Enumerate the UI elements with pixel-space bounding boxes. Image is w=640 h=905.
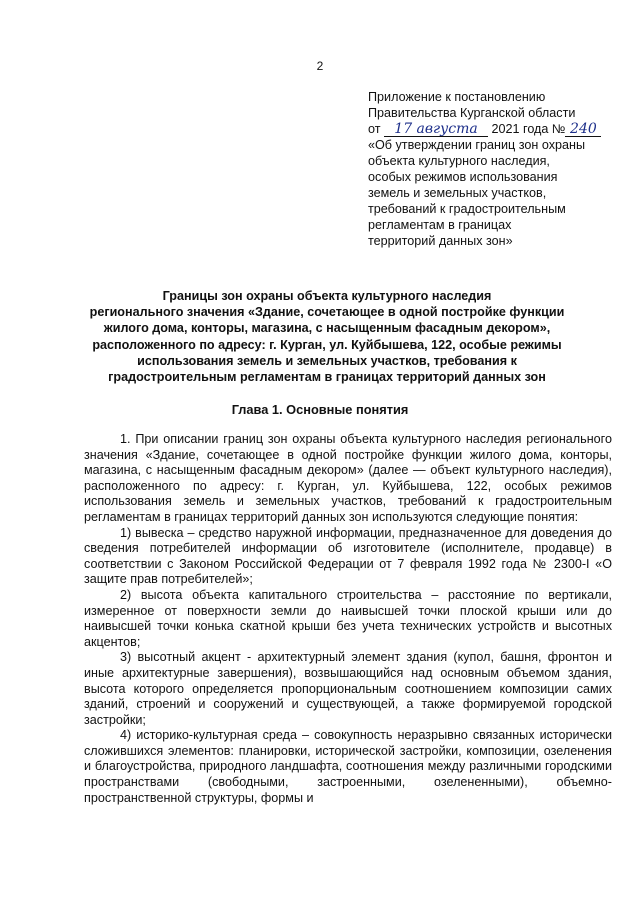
document-title bbox=[62, 288, 592, 385]
handwritten-number: 240 bbox=[565, 123, 601, 137]
appendix-subject-line: территорий данных зон» bbox=[368, 234, 513, 248]
appendix-header bbox=[368, 89, 613, 249]
title-line: регионального значения «Здание, сочетающее в одной постройке функции bbox=[89, 305, 565, 320]
appendix-subject-line: требований к градостроительным bbox=[368, 202, 566, 216]
chapter-heading: Глава 1. Основные понятия bbox=[231, 402, 409, 417]
title-line: расположенного по адресу: г. Курган, ул. Куйбышева, 122, особые режимы bbox=[92, 337, 562, 352]
body-paragraph-definition-3: 3) высотный акцент - архитектурный элемент здания (купол, башня, фронтон и иные архитектурные завершения), возвышающийся над основным объемом здания, высота которого определяется пропорциональным соотношением композиции самих зданий, строений и сооружений и существующей, а также формируемой городской застройки; bbox=[84, 650, 612, 727]
appendix-subject-line: «Об утверждении границ зон охраны bbox=[368, 138, 586, 152]
appendix-line-1: Приложение к постановлению bbox=[368, 90, 546, 104]
page-number: 2 bbox=[316, 59, 324, 73]
appendix-line-2: Правительства Курганской области bbox=[368, 106, 576, 120]
body-paragraph-definition-1: 1) вывеска – средство наружной информации, предназначенное для доведения до сведения потребителей информации об изготовителе (исполнителе, продавце) в соответствии с Законом Российской Федерации от 7 февраля 1992 года № 2300-I «О защите прав потребителей»; bbox=[84, 525, 612, 587]
handwritten-date: 17 августа bbox=[384, 123, 488, 137]
body-paragraph-definition-2: 2) высота объекта капитального строительства – расстояние по вертикали, измеренное от поверхности земли до наивысшей точки плоской крыши или до наивысшей точки конька скатной крыши без учета технических устройств и высотных акцентов; bbox=[84, 587, 612, 649]
date-prefix: от bbox=[368, 122, 381, 136]
title-line: Границы зон охраны объекта культурного наследия bbox=[162, 289, 492, 303]
appendix-subject-line: особых режимов использования bbox=[368, 170, 558, 184]
body-paragraph-definition-4: 4) историко-культурная среда – совокупность неразрывно связанных исторически сложившихся элементов: планировки, исторической застройки, композиции, озеленения и благоустройства, природного ландшафта, соотношения между различными городскими пространствами (свободными, застроенными, озелененными), объемно-пространственной структуры, формы и bbox=[84, 728, 612, 805]
document-body bbox=[84, 432, 612, 806]
title-line: жилого дома, конторы, магазина, с насыщенным фасадным декором», bbox=[103, 321, 551, 336]
appendix-subject-line: регламентам в границах bbox=[368, 218, 512, 232]
date-year: 2021 года № bbox=[491, 122, 566, 136]
appendix-subject-line: объекта культурного наследия, bbox=[368, 154, 550, 168]
title-line: градостроительным регламентам в границах территорий данных зон bbox=[108, 370, 546, 385]
appendix-subject-line: земель и земельных участков, bbox=[368, 186, 547, 200]
body-paragraph-intro: 1. При описании границ зон охраны объекта культурного наследия регионального значения «Здание, сочетающее в одной постройке функции жилого дома, конторы, магазина, с насыщенным фасадным декором» (далее — объект культурного наследия), расположенного по адресу: г. Курган, ул. Куйбышева, 122, особых режимов использования земель и земельных участков, требований к градостроительным регламентам в границах территорий данных зон используются следующие понятия: bbox=[84, 432, 612, 524]
appendix-date-line bbox=[368, 121, 613, 137]
title-line: использования земель и земельных участков, требования к bbox=[137, 353, 517, 368]
